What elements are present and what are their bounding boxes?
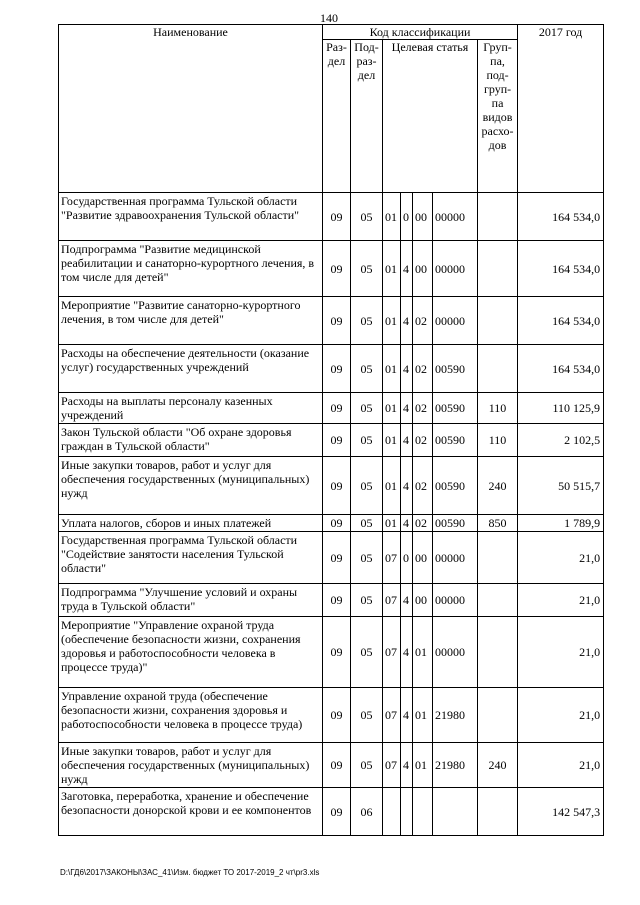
- cell-cs1: 01: [383, 515, 401, 532]
- cell-amount: 21,0: [518, 584, 604, 617]
- cell-cs1: 01: [383, 457, 401, 515]
- cell-cs3: 02: [413, 457, 433, 515]
- table-row: [59, 515, 604, 532]
- cell-cs1: 07: [383, 743, 401, 788]
- cell-amount: 21,0: [518, 688, 604, 743]
- cell-amount: 164 534,0: [518, 193, 604, 241]
- cell-cs3: [413, 788, 433, 836]
- cell-cs4: 00000: [433, 297, 478, 345]
- cell-cs1: 07: [383, 584, 401, 617]
- table-row: [59, 193, 604, 241]
- cell-cs4: 00590: [433, 345, 478, 393]
- cell-vr: 110: [478, 393, 518, 424]
- cell-pr: 05: [351, 515, 383, 532]
- cell-name: Подпрограмма "Улучшение условий и охраны труда в Тульской области": [59, 584, 323, 617]
- cell-cs4: 00590: [433, 515, 478, 532]
- cell-cs1: 01: [383, 393, 401, 424]
- cell-cs4: [433, 788, 478, 836]
- cell-cs2: 0: [401, 193, 413, 241]
- cell-rz: 09: [323, 193, 351, 241]
- cell-cs1: 07: [383, 688, 401, 743]
- table-row: [59, 424, 604, 457]
- header-group: Груп-па, под-груп-па видов расхо-дов: [478, 40, 518, 193]
- cell-pr: 05: [351, 743, 383, 788]
- cell-rz: 09: [323, 743, 351, 788]
- cell-vr: [478, 241, 518, 297]
- cell-rz: 09: [323, 345, 351, 393]
- cell-cs3: 01: [413, 617, 433, 688]
- cell-cs4: 00000: [433, 241, 478, 297]
- cell-cs2: 4: [401, 345, 413, 393]
- cell-amount: 142 547,3: [518, 788, 604, 836]
- cell-name: Государственная программа Тульской области "Развитие здравоохранения Тульской области": [59, 193, 323, 241]
- cell-pr: 05: [351, 241, 383, 297]
- cell-cs4: 00000: [433, 617, 478, 688]
- table-row: [59, 393, 604, 424]
- cell-cs2: 4: [401, 688, 413, 743]
- cell-name: Расходы на выплаты персоналу казенных учреждений: [59, 393, 323, 424]
- cell-rz: 09: [323, 241, 351, 297]
- cell-cs1: 07: [383, 532, 401, 584]
- table-row: [59, 297, 604, 345]
- cell-amount: 2 102,5: [518, 424, 604, 457]
- cell-cs3: 02: [413, 393, 433, 424]
- cell-cs3: 02: [413, 345, 433, 393]
- cell-vr: [478, 193, 518, 241]
- page-number: 140: [320, 11, 338, 25]
- cell-name: Государственная программа Тульской области "Содействие занятости населения Тульской области": [59, 532, 323, 584]
- cell-cs4: 00000: [433, 532, 478, 584]
- table-row: [59, 345, 604, 393]
- table-row: [59, 788, 604, 836]
- cell-rz: 09: [323, 584, 351, 617]
- cell-cs2: 4: [401, 457, 413, 515]
- cell-rz: 09: [323, 688, 351, 743]
- cell-cs1: 01: [383, 424, 401, 457]
- cell-cs3: 02: [413, 515, 433, 532]
- cell-name: Закон Тульской области "Об охране здоровья граждан в Тульской области": [59, 424, 323, 457]
- table-row: [59, 617, 604, 688]
- cell-cs2: 4: [401, 424, 413, 457]
- cell-cs3: 00: [413, 241, 433, 297]
- cell-vr: [478, 584, 518, 617]
- cell-cs3: 00: [413, 584, 433, 617]
- cell-pr: 05: [351, 297, 383, 345]
- cell-amount: 21,0: [518, 617, 604, 688]
- cell-amount: 164 534,0: [518, 345, 604, 393]
- cell-vr: 240: [478, 457, 518, 515]
- budget-table: [58, 24, 604, 836]
- table-row: [59, 743, 604, 788]
- cell-name: Уплата налогов, сборов и иных платежей: [59, 515, 323, 532]
- cell-cs2: 4: [401, 515, 413, 532]
- cell-vr: [478, 617, 518, 688]
- cell-name: Управление охраной труда (обеспечение безопасности жизни, сохранения здоровья и работоспособности человека в процессе труда): [59, 688, 323, 743]
- cell-rz: 09: [323, 393, 351, 424]
- header-razdel: Раз-дел: [323, 40, 351, 193]
- cell-pr: 05: [351, 393, 383, 424]
- cell-pr: 05: [351, 617, 383, 688]
- cell-cs3: 02: [413, 297, 433, 345]
- cell-amount: 50 515,7: [518, 457, 604, 515]
- table-row: [59, 457, 604, 515]
- cell-pr: 05: [351, 193, 383, 241]
- cell-cs2: [401, 788, 413, 836]
- cell-cs3: 01: [413, 688, 433, 743]
- cell-cs3: 00: [413, 193, 433, 241]
- cell-name: Иные закупки товаров, работ и услуг для обеспечения государственных (муниципальных) нужд: [59, 457, 323, 515]
- cell-cs4: 00590: [433, 457, 478, 515]
- cell-cs3: 01: [413, 743, 433, 788]
- cell-cs2: 4: [401, 617, 413, 688]
- cell-cs3: 00: [413, 532, 433, 584]
- cell-rz: 09: [323, 617, 351, 688]
- cell-vr: [478, 532, 518, 584]
- cell-name: Иные закупки товаров, работ и услуг для обеспечения государственных (муниципальных) нужд: [59, 743, 323, 788]
- cell-cs1: 01: [383, 241, 401, 297]
- cell-cs4: 00000: [433, 193, 478, 241]
- cell-rz: 09: [323, 515, 351, 532]
- header-name: Наименование: [59, 25, 323, 193]
- cell-name: Расходы на обеспечение деятельности (оказание услуг) государственных учреждений: [59, 345, 323, 393]
- cell-cs2: 0: [401, 532, 413, 584]
- cell-cs1: [383, 788, 401, 836]
- cell-cs2: 4: [401, 743, 413, 788]
- cell-cs3: 02: [413, 424, 433, 457]
- table-row: [59, 584, 604, 617]
- file-path-footer: D:\ГД6\2017\ЗАКОНЫ\ЗАС_41\Изм. бюджет ТО 2017-2019_2 чт\pr3.xls: [60, 868, 320, 877]
- cell-cs2: 4: [401, 297, 413, 345]
- cell-amount: 164 534,0: [518, 241, 604, 297]
- cell-amount: 164 534,0: [518, 297, 604, 345]
- cell-name: Подпрограмма "Развитие медицинской реабилитации и санаторно-курортного лечения, в том числе для детей": [59, 241, 323, 297]
- cell-cs4: 00590: [433, 393, 478, 424]
- cell-rz: 09: [323, 532, 351, 584]
- cell-amount: 21,0: [518, 532, 604, 584]
- header-year: 2017 год: [518, 25, 604, 193]
- cell-vr: [478, 688, 518, 743]
- cell-cs2: 4: [401, 241, 413, 297]
- cell-cs1: 01: [383, 297, 401, 345]
- cell-cs4: 00000: [433, 584, 478, 617]
- cell-rz: 09: [323, 297, 351, 345]
- cell-pr: 05: [351, 424, 383, 457]
- cell-cs4: 21980: [433, 743, 478, 788]
- cell-rz: 09: [323, 788, 351, 836]
- cell-vr: 110: [478, 424, 518, 457]
- cell-amount: 110 125,9: [518, 393, 604, 424]
- header-podrazdel: Под-раз-дел: [351, 40, 383, 193]
- cell-rz: 09: [323, 424, 351, 457]
- cell-vr: [478, 345, 518, 393]
- header-target: Целевая статья: [383, 40, 478, 193]
- cell-name: Мероприятие "Развитие санаторно-курортного лечения, в том числе для детей": [59, 297, 323, 345]
- table-row: [59, 532, 604, 584]
- cell-pr: 05: [351, 532, 383, 584]
- cell-name: Мероприятие "Управление охраной труда (обеспечение безопасности жизни, сохранения здоровья и работоспособности человека в процессе труда)": [59, 617, 323, 688]
- cell-cs2: 4: [401, 393, 413, 424]
- cell-cs1: 01: [383, 193, 401, 241]
- cell-vr: 240: [478, 743, 518, 788]
- table-row: [59, 688, 604, 743]
- cell-amount: 1 789,9: [518, 515, 604, 532]
- cell-amount: 21,0: [518, 743, 604, 788]
- cell-rz: 09: [323, 457, 351, 515]
- cell-pr: 05: [351, 345, 383, 393]
- table-row: [59, 241, 604, 297]
- cell-cs4: 00590: [433, 424, 478, 457]
- header-code: Код классификации: [323, 25, 518, 40]
- cell-pr: 05: [351, 688, 383, 743]
- cell-cs1: 07: [383, 617, 401, 688]
- cell-name: Заготовка, переработка, хранение и обеспечение безопасности донорской крови и ее компонентов: [59, 788, 323, 836]
- cell-cs1: 01: [383, 345, 401, 393]
- cell-vr: [478, 297, 518, 345]
- cell-pr: 06: [351, 788, 383, 836]
- cell-cs2: 4: [401, 584, 413, 617]
- cell-vr: [478, 788, 518, 836]
- cell-pr: 05: [351, 584, 383, 617]
- cell-cs4: 21980: [433, 688, 478, 743]
- cell-vr: 850: [478, 515, 518, 532]
- cell-pr: 05: [351, 457, 383, 515]
